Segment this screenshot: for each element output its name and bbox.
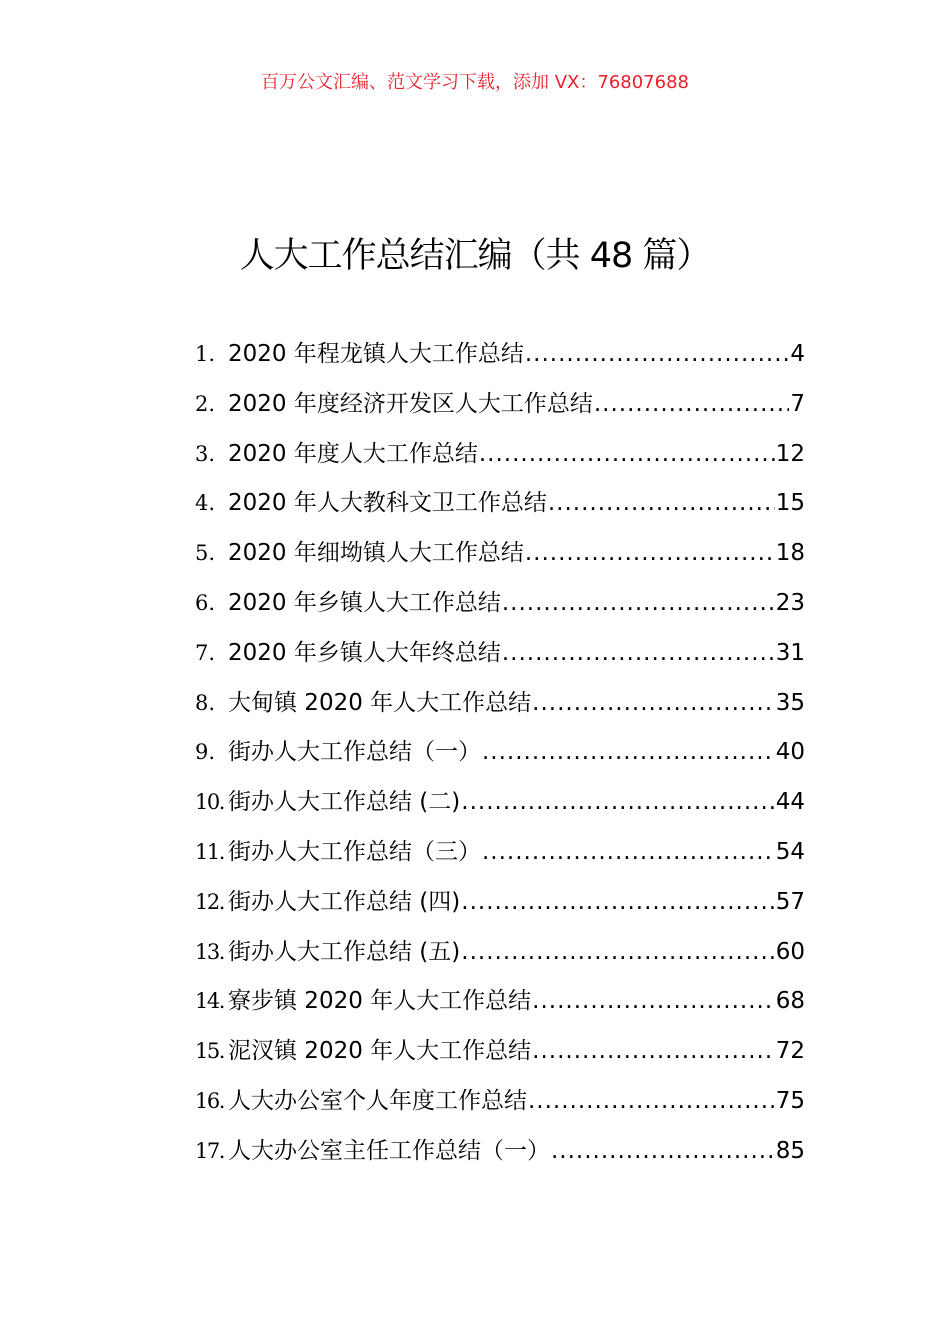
toc-entry-number: 4. — [195, 491, 216, 516]
toc-entry-number: 15. — [195, 1039, 224, 1064]
toc-entry-page: 85 — [775, 1137, 805, 1164]
toc-entry-page: 12 — [775, 440, 805, 467]
toc-entry-number: 12. — [195, 889, 224, 914]
dot-leader — [482, 839, 775, 865]
toc-entry-page: 18 — [775, 540, 805, 567]
toc-entry-title: 2020 年度人大工作总结 — [228, 440, 478, 467]
dot-leader — [502, 640, 775, 666]
toc-entry-number: 17. — [195, 1138, 224, 1163]
toc-entry[interactable] — [195, 982, 805, 1032]
toc-entry-title: 2020 年乡镇人大年终总结 — [228, 639, 501, 666]
toc-entry[interactable] — [195, 534, 805, 584]
dot-leader — [461, 789, 774, 815]
toc-entry[interactable] — [195, 435, 805, 485]
toc-entry-title: 街办人大工作总结 (五) — [228, 938, 461, 965]
dot-leader — [551, 1138, 775, 1164]
toc-entry[interactable] — [195, 1082, 805, 1132]
toc-entry[interactable] — [195, 584, 805, 634]
toc-entry-number: 7. — [195, 640, 216, 665]
dot-leader — [548, 490, 775, 516]
toc-entry-number: 10. — [195, 790, 224, 815]
toc-entry-title: 街办人大工作总结（一） — [228, 739, 481, 766]
toc-entry-title: 人大办公室个人年度工作总结 — [228, 1087, 527, 1114]
toc-entry[interactable] — [195, 335, 805, 385]
dot-leader — [525, 540, 775, 566]
toc-entry-page: 15 — [775, 490, 805, 517]
toc-entry-page: 44 — [775, 789, 805, 816]
toc-entry[interactable] — [195, 385, 805, 435]
toc-entry-page: 57 — [775, 888, 805, 915]
document-title: 人大工作总结汇编（共 48 篇） — [239, 236, 711, 276]
dot-leader — [502, 590, 775, 616]
toc-entry-number: 1. — [195, 342, 216, 366]
toc-entry-number: 11. — [195, 839, 224, 864]
toc-entry-title: 2020 年乡镇人大工作总结 — [228, 589, 501, 616]
toc-entry-title: 人大办公室主任工作总结（一） — [228, 1137, 550, 1164]
toc-entry-number: 9. — [195, 740, 216, 765]
dot-leader — [479, 441, 775, 467]
toc-entry-page: 75 — [775, 1087, 805, 1114]
dot-leader — [532, 988, 775, 1014]
toc-entry-number: 8. — [195, 690, 216, 715]
toc-entry-title: 大甸镇 2020 年人大工作总结 — [228, 689, 532, 716]
toc-entry-page: 31 — [775, 639, 805, 666]
dot-leader — [525, 341, 790, 367]
toc-entry-number: 16. — [195, 1088, 224, 1113]
toc-entry-page: 72 — [775, 1038, 805, 1065]
toc-entry-title: 2020 年程龙镇人大工作总结 — [228, 341, 524, 367]
toc-entry[interactable] — [195, 1132, 805, 1182]
toc-entry-title: 2020 年度经济开发区人大工作总结 — [228, 390, 593, 417]
toc-entry[interactable] — [195, 883, 805, 933]
toc-entry-number: 13. — [195, 939, 224, 964]
toc-entry[interactable] — [195, 933, 805, 983]
toc-entry[interactable] — [195, 783, 805, 833]
table-of-contents — [195, 335, 805, 1182]
toc-entry[interactable] — [195, 634, 805, 684]
toc-entry-page: 23 — [775, 589, 805, 616]
dot-leader — [461, 889, 774, 915]
dot-leader — [528, 1088, 775, 1114]
toc-entry-page: 54 — [775, 838, 805, 865]
toc-entry-number: 14. — [195, 989, 224, 1014]
toc-entry-title: 寮步镇 2020 年人大工作总结 — [228, 988, 532, 1015]
toc-entry-title: 2020 年人大教科文卫工作总结 — [228, 490, 547, 517]
dot-leader — [461, 939, 774, 965]
toc-entry[interactable] — [195, 484, 805, 534]
toc-entry[interactable] — [195, 733, 805, 783]
toc-entry-number: 2. — [195, 391, 216, 416]
toc-entry[interactable] — [195, 684, 805, 734]
dot-leader — [532, 690, 775, 716]
toc-entry-number: 5. — [195, 541, 216, 566]
toc-entry-number: 3. — [195, 441, 216, 466]
toc-entry-page: 40 — [775, 739, 805, 766]
toc-entry[interactable] — [195, 833, 805, 883]
dot-leader — [482, 739, 775, 765]
toc-entry-title: 泥汊镇 2020 年人大工作总结 — [228, 1038, 532, 1065]
dot-leader — [532, 1038, 775, 1064]
toc-entry-page: 68 — [775, 988, 805, 1015]
dot-leader — [594, 391, 790, 417]
toc-entry-page: 4 — [790, 341, 805, 367]
toc-entry-title: 街办人大工作总结 (二) — [228, 789, 461, 816]
toc-entry-page: 35 — [775, 689, 805, 716]
toc-entry-title: 2020 年细坳镇人大工作总结 — [228, 540, 524, 567]
toc-entry-page: 7 — [790, 390, 805, 417]
toc-entry[interactable] — [195, 1032, 805, 1082]
toc-entry-page: 60 — [775, 938, 805, 965]
promo-header: 百万公文汇编、范文学习下载，添加 VX：76807688 — [261, 72, 689, 93]
toc-entry-number: 6. — [195, 590, 216, 615]
toc-entry-title: 街办人大工作总结（三） — [228, 838, 481, 865]
toc-entry-title: 街办人大工作总结 (四) — [228, 888, 461, 915]
